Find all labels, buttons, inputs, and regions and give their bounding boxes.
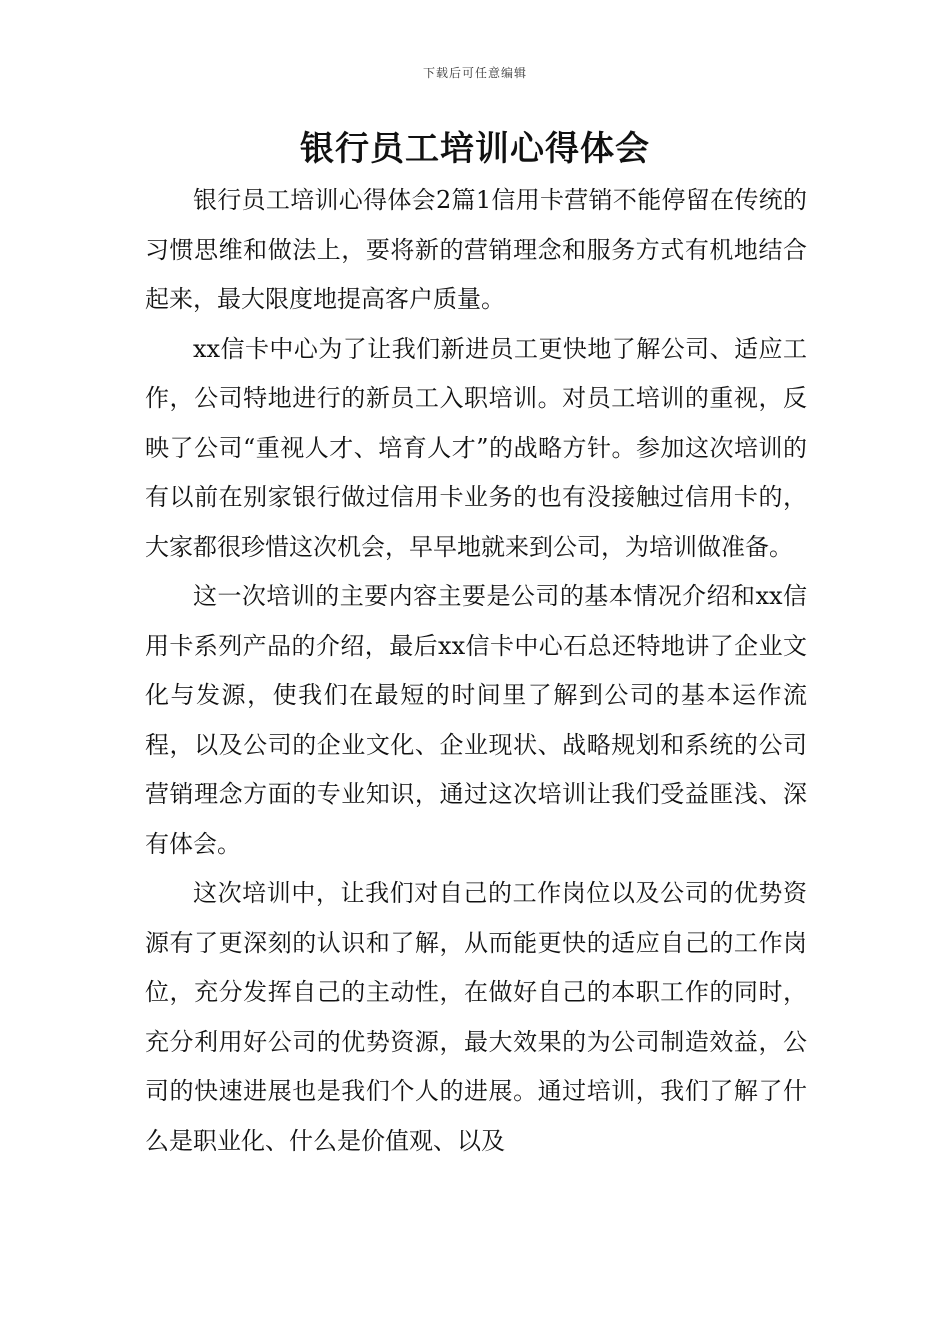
paragraph: 这一次培训的主要内容主要是公司的基本情况介绍和xx信用卡系列产品的介绍，最后xx信卡中心石总还特地讲了企业文化与发源，使我们在最短的时间里了解到公司的基本运作流程，以及公司的企业文化、企业现状、战略规划和系统的公司营销理念方面的专业知识，通过这次培训让我们受益匪浅、深有体会。 <box>145 582 807 858</box>
paragraph: 银行员工培训心得体会2篇1信用卡营销不能停留在传统的习惯思维和做法上，要将新的营销理念和服务方式有机地结合起来，最大限度地提高客户质量。 <box>145 186 807 313</box>
document-body <box>145 176 807 1166</box>
paragraph: xx信卡中心为了让我们新进员工更快地了解公司、适应工作，公司特地进行的新员工入职培训。对员工培训的重视，反映了公司“重视人才、培育人才”的战略方针。参加这次培训的有以前在别家银行做过信用卡业务的也有没接触过信用卡的，大家都很珍惜这次机会，早早地就来到公司，为培训做准备。 <box>145 334 807 561</box>
document-title: 银行员工培训心得体会 <box>300 129 650 169</box>
paragraph: 这次培训中，让我们对自己的工作岗位以及公司的优势资源有了更深刻的认识和了解，从而能更快的适应自己的工作岗位，充分发挥自己的主动性，在做好自己的本职工作的同时，充分利用好公司的优势资源，最大效果的为公司制造效益，公司的快速进展也是我们个人的进展。通过培训，我们了解了什么是职业化、什么是价值观、以及 <box>145 879 807 1155</box>
header-note: 下载后可任意编辑 <box>422 66 527 80</box>
